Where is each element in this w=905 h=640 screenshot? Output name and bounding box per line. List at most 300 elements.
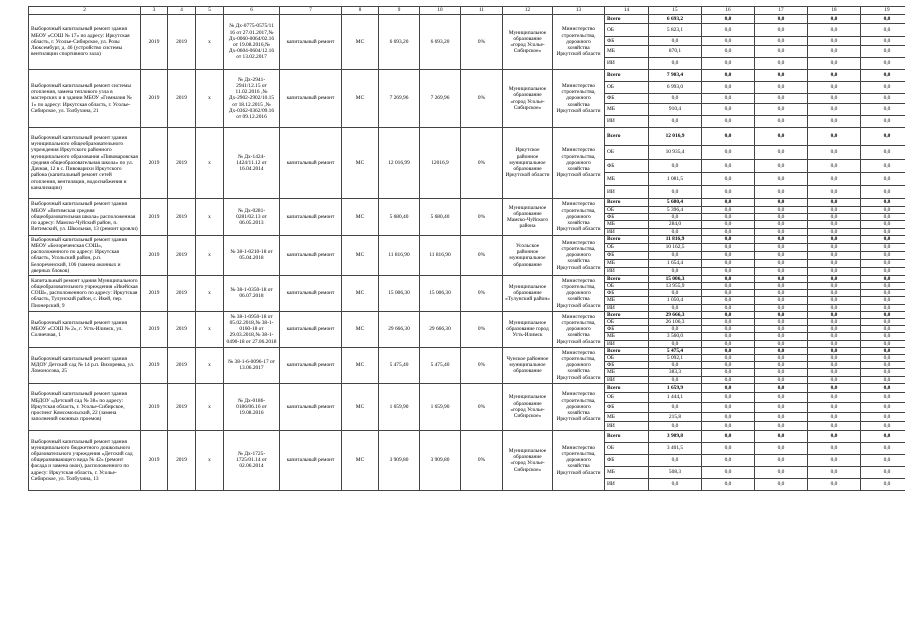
funding-value: 508,3 bbox=[649, 466, 702, 478]
work-type: капитальный ремонт bbox=[280, 430, 342, 490]
funding-value: 10 162,5 bbox=[649, 243, 702, 251]
funding-value: 0,0 bbox=[808, 235, 861, 243]
funding-value: 0,0 bbox=[861, 228, 905, 235]
funding-form: МС bbox=[342, 70, 379, 128]
funding-value: 0,0 bbox=[808, 243, 861, 251]
funding-value: 0,0 bbox=[649, 267, 702, 275]
funding-value: 0,0 bbox=[702, 58, 755, 70]
funding-value: 0,0 bbox=[808, 392, 861, 402]
funding-source: ОБ bbox=[605, 146, 649, 160]
funding-value: 0,0 bbox=[649, 214, 702, 221]
funding-value: 0,0 bbox=[808, 362, 861, 369]
customer-name: Муниципальное образование «город Усолье-Сибирское» bbox=[503, 70, 553, 128]
funding-value: 0,0 bbox=[702, 454, 755, 466]
funding-value: 0,0 bbox=[755, 235, 808, 243]
expertise-details: № Дх-1725-1725/01.14 от 02.06.2014 bbox=[224, 430, 280, 490]
funding-source: Всего bbox=[605, 275, 649, 282]
header-cell: 5 bbox=[196, 7, 224, 15]
funding-value: 0,0 bbox=[755, 362, 808, 369]
funding-source: Всего bbox=[605, 15, 649, 24]
funding-value: 0,0 bbox=[861, 235, 905, 243]
funding-value: 0,0 bbox=[808, 228, 861, 235]
funding-value: 0,0 bbox=[755, 402, 808, 412]
work-type: капитальный ремонт bbox=[280, 347, 342, 383]
object-description: Выборочный капитальный ремонт здания муниципального бюджетного дошкольного образовательного учреждения «Детский сад общеразвивающего вида № 42» (ремонт фасада и замена окон), расположенного по адресу: Иркутская область, г. Усолье-Сибирское, ул. Толбухина, 13 bbox=[29, 430, 141, 490]
funding-value: 0,0 bbox=[702, 15, 755, 24]
funding-value: 0,0 bbox=[861, 24, 905, 37]
work-type: капитальный ремонт bbox=[280, 199, 342, 236]
responsible-ministry: Министерство строительства, дорожного хозяйства Иркутской области bbox=[553, 275, 605, 311]
funding-value: 0,0 bbox=[861, 297, 905, 304]
funding-value: 29 666,3 bbox=[649, 311, 702, 318]
funding-value: 0,0 bbox=[861, 116, 905, 128]
funding-value: 0,0 bbox=[861, 146, 905, 160]
funding-source: МБ bbox=[605, 466, 649, 478]
funding-value: 0,0 bbox=[755, 347, 808, 354]
funding-value: 0,0 bbox=[755, 340, 808, 347]
funding-value: 0,0 bbox=[861, 383, 905, 392]
funding-value: 0,0 bbox=[702, 259, 755, 267]
funding-source: МБ bbox=[605, 173, 649, 186]
funding-value: 0,0 bbox=[861, 82, 905, 94]
estimated-cost: 29 666,30 bbox=[379, 311, 420, 347]
funding-value: 0,0 bbox=[808, 267, 861, 275]
expertise-details: № 38-1-0350-18 от 06.07.2018 bbox=[224, 275, 280, 311]
funding-value: 0,0 bbox=[702, 311, 755, 318]
funding-source: ОБ bbox=[605, 392, 649, 402]
header-cell: 2 bbox=[29, 7, 141, 15]
cost-limit: 3 909,80 bbox=[420, 430, 461, 490]
customer-name: Муниципальное образование «город Усолье-Сибирское» bbox=[503, 15, 553, 70]
funding-form: МС bbox=[342, 275, 379, 311]
funding-value: 0,0 bbox=[808, 207, 861, 214]
funding-value: 0,0 bbox=[808, 251, 861, 259]
work-type: капитальный ремонт bbox=[280, 383, 342, 430]
funding-value: 1 050,4 bbox=[649, 297, 702, 304]
readiness-percent: 0% bbox=[461, 235, 503, 275]
funding-value: 0,0 bbox=[649, 376, 702, 383]
start-year: 2019 bbox=[141, 311, 168, 347]
funding-value: 13 955,9 bbox=[649, 283, 702, 290]
funding-value: 0,0 bbox=[755, 466, 808, 478]
funding-value: 0,0 bbox=[808, 128, 861, 146]
funding-value: 10 935,4 bbox=[649, 146, 702, 160]
funding-value: 0,0 bbox=[702, 290, 755, 297]
estimated-cost: 1 659,90 bbox=[379, 383, 420, 430]
funding-source: ИИ bbox=[605, 186, 649, 199]
estimated-cost: 7 269,96 bbox=[379, 70, 420, 128]
funding-source: МБ bbox=[605, 46, 649, 58]
responsible-ministry: Министерство строительства, дорожного хозяйства Иркутской области bbox=[553, 235, 605, 275]
table-row bbox=[29, 311, 905, 318]
funding-value: 0,0 bbox=[755, 24, 808, 37]
funding-value: 0,0 bbox=[702, 392, 755, 402]
mark-x: x bbox=[196, 275, 224, 311]
funding-source: МБ bbox=[605, 369, 649, 376]
funding-value: 0,0 bbox=[808, 376, 861, 383]
responsible-ministry: Министерство строительства, дорожного хозяйства Иркутской области bbox=[553, 199, 605, 236]
table-row bbox=[29, 275, 905, 282]
funding-value: 0,0 bbox=[702, 275, 755, 282]
funding-value: 0,0 bbox=[861, 259, 905, 267]
expertise-details: № 38-1-0950-18 от 05.02.2018,№ 38-1-0160-18 от 29.03.2018,№ 38-1-0490-18 от 27.06.2018 bbox=[224, 311, 280, 347]
header-cell: 19 bbox=[861, 7, 905, 15]
funding-value: 0,0 bbox=[808, 290, 861, 297]
funding-value: 7 903,4 bbox=[649, 70, 702, 82]
funding-value: 0,0 bbox=[861, 319, 905, 326]
funding-value: 0,0 bbox=[702, 412, 755, 421]
funding-value: 0,0 bbox=[861, 251, 905, 259]
funding-value: 0,0 bbox=[702, 146, 755, 160]
funding-value: 6 993,0 bbox=[649, 82, 702, 94]
funding-value: 0,0 bbox=[649, 304, 702, 311]
funding-value: 0,0 bbox=[755, 228, 808, 235]
funding-value: 0,0 bbox=[755, 412, 808, 421]
header-cell: 10 bbox=[420, 7, 461, 15]
header-cell: 9 bbox=[379, 7, 420, 15]
funding-value: 0,0 bbox=[702, 207, 755, 214]
funding-value: 0,0 bbox=[808, 304, 861, 311]
funding-value: 0,0 bbox=[702, 355, 755, 362]
funding-value: 0,0 bbox=[649, 94, 702, 104]
work-type: капитальный ремонт bbox=[280, 235, 342, 275]
funding-value: 0,0 bbox=[702, 421, 755, 430]
funding-form: МС bbox=[342, 311, 379, 347]
funding-value: 0,0 bbox=[861, 199, 905, 207]
funding-value: 0,0 bbox=[755, 319, 808, 326]
funding-value: 0,0 bbox=[755, 333, 808, 340]
customer-name: Муниципальное образование «Тулунский район» bbox=[503, 275, 553, 311]
cost-limit: 11 816,90 bbox=[420, 235, 461, 275]
funding-value: 0,0 bbox=[861, 70, 905, 82]
funding-value: 0,0 bbox=[702, 82, 755, 94]
table-row bbox=[29, 347, 905, 354]
funding-value: 0,0 bbox=[755, 376, 808, 383]
funding-value: 0,0 bbox=[702, 333, 755, 340]
responsible-ministry: Министерство строительства, дорожного хозяйства Иркутской области bbox=[553, 383, 605, 430]
funding-value: 0,0 bbox=[755, 283, 808, 290]
funding-value: 0,0 bbox=[861, 466, 905, 478]
funding-value: 0,0 bbox=[808, 70, 861, 82]
funding-value: 0,0 bbox=[755, 214, 808, 221]
funding-value: 0,0 bbox=[755, 297, 808, 304]
object-description: Выборочный капитальный ремонт здания МБОУ «СОШ № 17» по адресу: Иркутская область, г. Усолье-Сибирское, ул. Розы Люксембург, д. 46 (устройство системы вентиляции спортивного зала) bbox=[29, 15, 141, 70]
funding-value: 1 659,9 bbox=[649, 383, 702, 392]
funding-value: 3 401,5 bbox=[649, 442, 702, 454]
mark-x: x bbox=[196, 311, 224, 347]
funding-value: 12 016,9 bbox=[649, 128, 702, 146]
funding-value: 0,0 bbox=[808, 24, 861, 37]
start-year: 2019 bbox=[141, 347, 168, 383]
header-cell: 4 bbox=[168, 7, 196, 15]
mark-x: x bbox=[196, 383, 224, 430]
funding-value: 0,0 bbox=[861, 290, 905, 297]
funding-value: 0,0 bbox=[702, 46, 755, 58]
funding-value: 0,0 bbox=[755, 311, 808, 318]
funding-value: 0,0 bbox=[702, 402, 755, 412]
object-description: Выборочный капитальный ремонт здания МБОУ «Белореченская СОШ», расположенного по адресу: Иркутская область, Усольский район, р.п. Белореченский, 106 (замена оконных и дверных блоков) bbox=[29, 235, 141, 275]
funding-value: 0,0 bbox=[808, 37, 861, 46]
mark-x: x bbox=[196, 70, 224, 128]
funding-value: 0,0 bbox=[861, 214, 905, 221]
header-cell: 11 bbox=[461, 7, 503, 15]
funding-value: 0,0 bbox=[649, 402, 702, 412]
funding-value: 6 693,2 bbox=[649, 15, 702, 24]
funding-value: 0,0 bbox=[702, 283, 755, 290]
funding-value: 0,0 bbox=[649, 251, 702, 259]
readiness-percent: 0% bbox=[461, 199, 503, 236]
funding-value: 0,0 bbox=[861, 186, 905, 199]
funding-value: 0,0 bbox=[755, 94, 808, 104]
end-year: 2019 bbox=[168, 430, 196, 490]
funding-value: 0,0 bbox=[755, 442, 808, 454]
customer-name: Чунское районное муниципальное образование bbox=[503, 347, 553, 383]
end-year: 2019 bbox=[168, 235, 196, 275]
funding-value: 0,0 bbox=[702, 319, 755, 326]
funding-value: 0,0 bbox=[702, 221, 755, 228]
funding-source: МБ bbox=[605, 297, 649, 304]
estimated-cost: 5 475,40 bbox=[379, 347, 420, 383]
funding-value: 1 444,1 bbox=[649, 392, 702, 402]
customer-name: Муниципальное образование «город Усолье-Сибирское» bbox=[503, 383, 553, 430]
funding-source: ФБ bbox=[605, 94, 649, 104]
cost-limit: 12016,9 bbox=[420, 128, 461, 199]
funding-value: 0,0 bbox=[755, 355, 808, 362]
funding-value: 0,0 bbox=[702, 376, 755, 383]
funding-value: 5 680,4 bbox=[649, 199, 702, 207]
funding-value: 0,0 bbox=[755, 186, 808, 199]
funding-source: Всего bbox=[605, 70, 649, 82]
responsible-ministry: Министерство строительства, дорожного хозяйства Иркутской области bbox=[553, 70, 605, 128]
funding-value: 0,0 bbox=[755, 146, 808, 160]
readiness-percent: 0% bbox=[461, 70, 503, 128]
header-cell: 18 bbox=[808, 7, 861, 15]
object-description: Выборочный капитальный ремонт здания МБДОУ «Детский сад № 38» по адресу: Иркутская область, г. Усолье-Сибирское, проспект Комсомольский, 22 (замена заполнений оконных проемов) bbox=[29, 383, 141, 430]
readiness-percent: 0% bbox=[461, 311, 503, 347]
funding-value: 0,0 bbox=[702, 173, 755, 186]
responsible-ministry: Министерство строительства, дорожного хозяйства Иркутской области bbox=[553, 347, 605, 383]
estimated-cost: 5 680,40 bbox=[379, 199, 420, 236]
funding-value: 284,0 bbox=[649, 221, 702, 228]
funding-form: МС bbox=[342, 128, 379, 199]
funding-value: 0,0 bbox=[861, 15, 905, 24]
funding-value: 0,0 bbox=[808, 442, 861, 454]
funding-source: ФБ bbox=[605, 251, 649, 259]
customer-name: Муниципальное образование город Усть-Илимск bbox=[503, 311, 553, 347]
customer-name: Муниципальное образование «город Усолье-Сибирское» bbox=[503, 430, 553, 490]
funding-value: 0,0 bbox=[702, 199, 755, 207]
funding-value: 0,0 bbox=[649, 454, 702, 466]
funding-value: 0,0 bbox=[861, 362, 905, 369]
mark-x: x bbox=[196, 347, 224, 383]
funding-value: 0,0 bbox=[702, 267, 755, 275]
funding-source: ОБ bbox=[605, 355, 649, 362]
readiness-percent: 0% bbox=[461, 383, 503, 430]
funding-source: ИИ bbox=[605, 228, 649, 235]
funding-source: ФБ bbox=[605, 290, 649, 297]
funding-value: 0,0 bbox=[861, 340, 905, 347]
table-row bbox=[29, 199, 905, 207]
funding-value: 0,0 bbox=[861, 376, 905, 383]
object-description: Выборочный капитальный ремонт здания МДОУ Детский сад № 14 р.п. Вихоревка, ул. Ломоносова, 25 bbox=[29, 347, 141, 383]
readiness-percent: 0% bbox=[461, 15, 503, 70]
funding-value: 0,0 bbox=[861, 454, 905, 466]
funding-value: 0,0 bbox=[861, 275, 905, 282]
funding-value: 0,0 bbox=[702, 104, 755, 116]
funding-value: 0,0 bbox=[755, 304, 808, 311]
funding-form: МС bbox=[342, 430, 379, 490]
funding-value: 0,0 bbox=[702, 362, 755, 369]
expertise-details: № 38-1-0210-18 от 05.04.2018 bbox=[224, 235, 280, 275]
funding-value: 11 816,9 bbox=[649, 235, 702, 243]
funding-source: Всего bbox=[605, 199, 649, 207]
funding-value: 0,0 bbox=[808, 333, 861, 340]
funding-value: 26 106,3 bbox=[649, 319, 702, 326]
funding-value: 0,0 bbox=[861, 326, 905, 333]
cost-limit: 15 006,30 bbox=[420, 275, 461, 311]
work-type: капитальный ремонт bbox=[280, 70, 342, 128]
header-cell: 16 bbox=[702, 7, 755, 15]
funding-value: 0,0 bbox=[702, 116, 755, 128]
funding-source: ИИ bbox=[605, 267, 649, 275]
funding-value: 0,0 bbox=[808, 369, 861, 376]
funding-source: ИИ bbox=[605, 376, 649, 383]
start-year: 2019 bbox=[141, 128, 168, 199]
funding-value: 0,0 bbox=[702, 340, 755, 347]
funding-value: 0,0 bbox=[861, 173, 905, 186]
funding-value: 0,0 bbox=[808, 259, 861, 267]
expertise-details: № Дх-1424-1424/11.12 от 16.04.2014 bbox=[224, 128, 280, 199]
funding-value: 0,0 bbox=[702, 160, 755, 173]
end-year: 2019 bbox=[168, 311, 196, 347]
mark-x: x bbox=[196, 430, 224, 490]
funding-value: 0,0 bbox=[649, 228, 702, 235]
funding-value: 0,0 bbox=[808, 297, 861, 304]
funding-source: ФБ bbox=[605, 326, 649, 333]
funding-value: 0,0 bbox=[649, 290, 702, 297]
funding-value: 0,0 bbox=[755, 221, 808, 228]
funding-value: 0,0 bbox=[702, 430, 755, 442]
table-row bbox=[29, 235, 905, 243]
funding-value: 0,0 bbox=[861, 478, 905, 490]
funding-value: 0,0 bbox=[702, 251, 755, 259]
funding-value: 870,1 bbox=[649, 46, 702, 58]
funding-value: 0,0 bbox=[702, 466, 755, 478]
funding-value: 215,8 bbox=[649, 412, 702, 421]
funding-value: 0,0 bbox=[755, 430, 808, 442]
funding-form: МС bbox=[342, 199, 379, 236]
funding-value: 1 081,5 bbox=[649, 173, 702, 186]
funding-value: 0,0 bbox=[861, 347, 905, 354]
funding-value: 0,0 bbox=[755, 128, 808, 146]
funding-value: 0,0 bbox=[808, 355, 861, 362]
funding-source: ФБ bbox=[605, 454, 649, 466]
funding-source: ОБ bbox=[605, 24, 649, 37]
start-year: 2019 bbox=[141, 235, 168, 275]
customer-name: Усольское районное муниципальное образование bbox=[503, 235, 553, 275]
funding-value: 0,0 bbox=[755, 58, 808, 70]
header-cell: 8 bbox=[342, 7, 379, 15]
funding-source: МБ bbox=[605, 412, 649, 421]
funding-value: 0,0 bbox=[861, 392, 905, 402]
header-cell: 12 bbox=[503, 7, 553, 15]
funding-value: 0,0 bbox=[861, 369, 905, 376]
funding-value: 0,0 bbox=[808, 82, 861, 94]
funding-value: 0,0 bbox=[808, 46, 861, 58]
funding-value: 0,0 bbox=[808, 104, 861, 116]
funding-value: 0,0 bbox=[861, 283, 905, 290]
header-row bbox=[29, 7, 905, 15]
funding-source: ФБ bbox=[605, 402, 649, 412]
funding-value: 0,0 bbox=[649, 37, 702, 46]
funding-value: 0,0 bbox=[649, 116, 702, 128]
funding-value: 15 006,3 bbox=[649, 275, 702, 282]
funding-value: 0,0 bbox=[861, 221, 905, 228]
table-row bbox=[29, 383, 905, 392]
funding-value: 0,0 bbox=[755, 37, 808, 46]
table-row bbox=[29, 430, 905, 442]
funding-form: МС bbox=[342, 235, 379, 275]
funding-value: 5 396,4 bbox=[649, 207, 702, 214]
funding-value: 0,0 bbox=[808, 116, 861, 128]
funding-value: 0,0 bbox=[702, 478, 755, 490]
funding-value: 0,0 bbox=[861, 311, 905, 318]
customer-name: Иркутское районное муниципальное образование Иркутской области bbox=[503, 128, 553, 199]
responsible-ministry: Министерство строительства, дорожного хозяйства Иркутской области bbox=[553, 311, 605, 347]
funding-value: 910,4 bbox=[649, 104, 702, 116]
funding-value: 0,0 bbox=[702, 297, 755, 304]
funding-value: 0,0 bbox=[755, 259, 808, 267]
estimated-cost: 3 909,80 bbox=[379, 430, 420, 490]
funding-value: 0,0 bbox=[649, 478, 702, 490]
funding-value: 0,0 bbox=[808, 478, 861, 490]
end-year: 2019 bbox=[168, 199, 196, 236]
funding-source: Всего bbox=[605, 235, 649, 243]
funding-form: МС bbox=[342, 347, 379, 383]
funding-value: 0,0 bbox=[702, 70, 755, 82]
expertise-details: № 38-1-6-0096-17 от 13.06.2017 bbox=[224, 347, 280, 383]
responsible-ministry: Министерство строительства, дорожного хозяйства Иркутской области bbox=[553, 15, 605, 70]
funding-source: ОБ bbox=[605, 207, 649, 214]
funding-value: 0,0 bbox=[861, 207, 905, 214]
funding-value: 0,0 bbox=[649, 326, 702, 333]
cost-limit: 1 659,90 bbox=[420, 383, 461, 430]
funding-value: 3 909,8 bbox=[649, 430, 702, 442]
work-type: капитальный ремонт bbox=[280, 128, 342, 199]
header-cell: 14 bbox=[605, 7, 649, 15]
funding-value: 0,0 bbox=[702, 94, 755, 104]
funding-value: 0,0 bbox=[808, 199, 861, 207]
funding-source: ОБ bbox=[605, 243, 649, 251]
funding-value: 0,0 bbox=[755, 70, 808, 82]
funding-source: ИИ bbox=[605, 421, 649, 430]
funding-value: 0,0 bbox=[755, 290, 808, 297]
funding-value: 0,0 bbox=[702, 37, 755, 46]
funding-value: 0,0 bbox=[702, 383, 755, 392]
funding-source: МБ bbox=[605, 221, 649, 228]
funding-source: ФБ bbox=[605, 160, 649, 173]
funding-value: 0,0 bbox=[702, 326, 755, 333]
funding-source: ОБ bbox=[605, 82, 649, 94]
funding-value: 0,0 bbox=[755, 383, 808, 392]
funding-value: 0,0 bbox=[808, 173, 861, 186]
funding-value: 0,0 bbox=[755, 369, 808, 376]
header-cell: 17 bbox=[755, 7, 808, 15]
funding-value: 0,0 bbox=[755, 207, 808, 214]
table-row bbox=[29, 128, 905, 146]
funding-value: 0,0 bbox=[808, 454, 861, 466]
header-cell: 13 bbox=[553, 7, 605, 15]
